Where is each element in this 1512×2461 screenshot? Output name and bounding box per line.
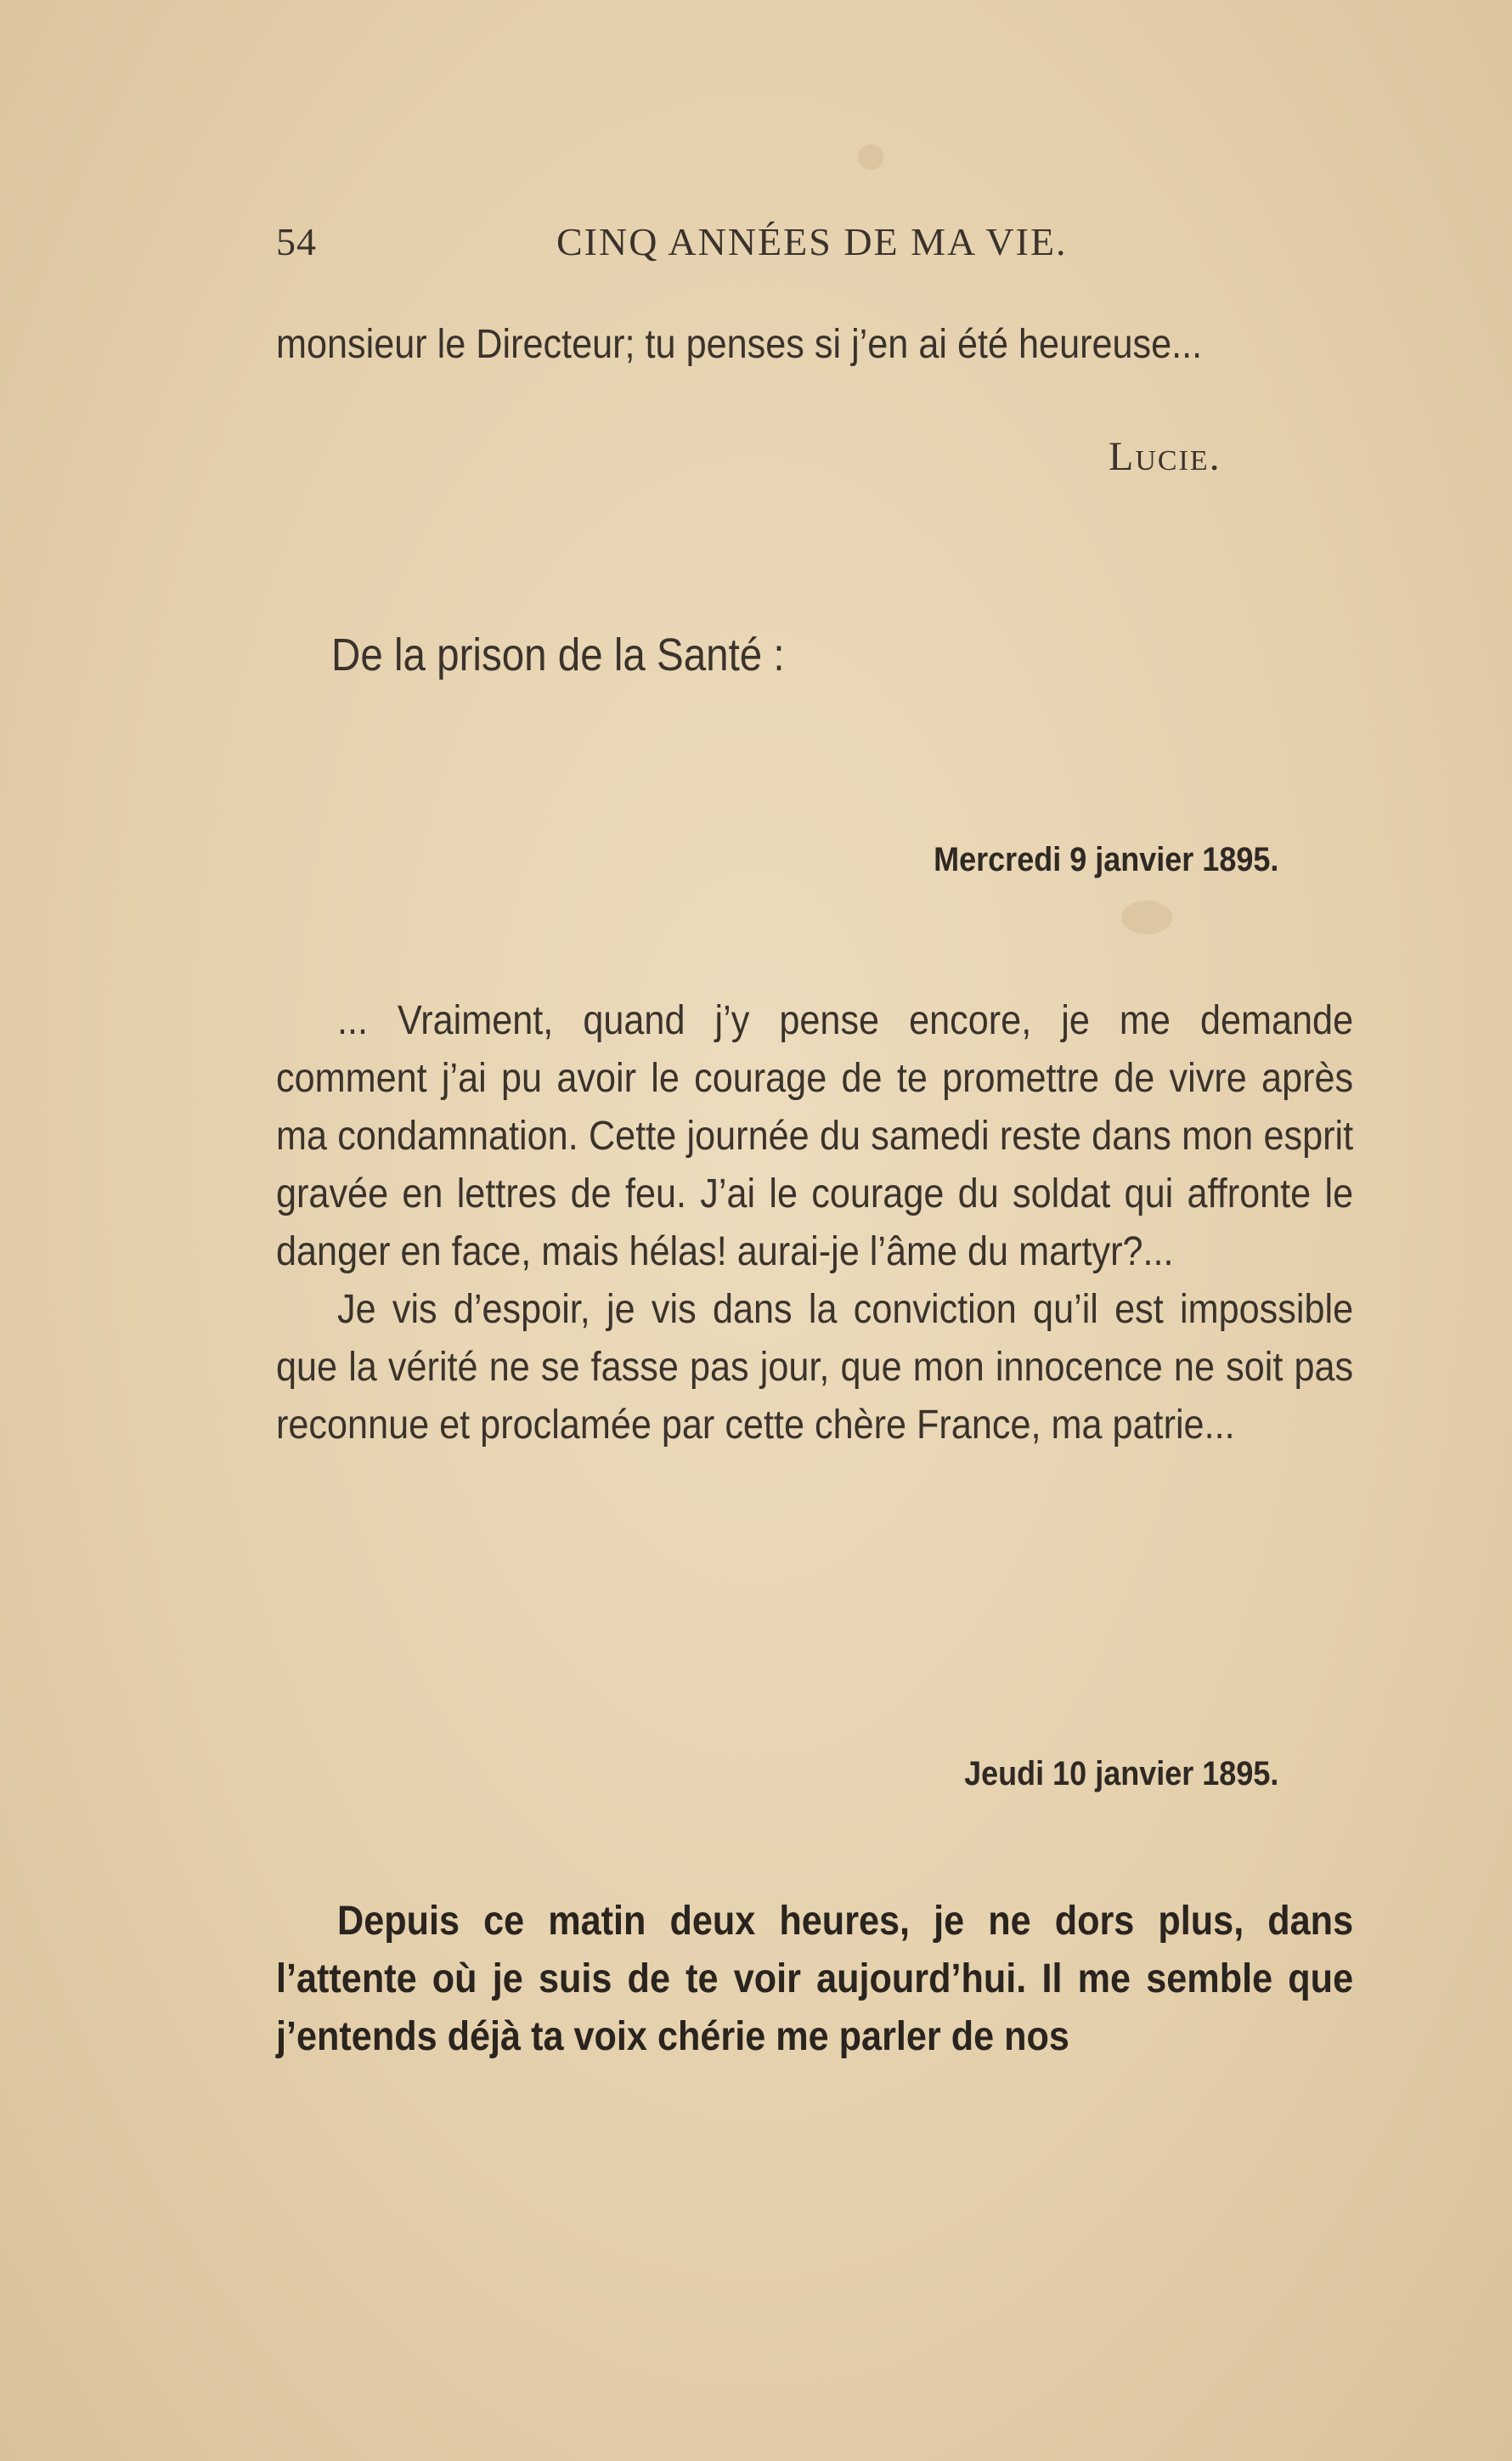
entry-date: Mercredi 9 janvier 1895.: [933, 841, 1278, 878]
opening-paragraph: monsieur le Directeur; tu penses si j’en ai été heureuse...: [276, 322, 1203, 367]
entry-paragraph: ... Vraiment, quand j’y pense encore, je me demande comment j’ai pu avoir le courage de te promettre de vivre après ma condamnation. Cette journée du samedi reste dans mon esprit gravée en lettres de feu. J’ai le courage du soldat qui affronte le danger en face, mais hélas! aurai-je l’âme du martyr?...: [276, 998, 1354, 1274]
entry-paragraph: Depuis ce matin deux heures, je ne dors plus, dans l’attente où je suis de te voir aujourd’hui. Il me semble que j’entends déjà ta voix chérie me parler de nos: [276, 1899, 1354, 2059]
running-title: CINQ ANNÉES DE MA VIE.: [556, 220, 1068, 263]
entry-text: [276, 992, 1353, 1454]
entry-paragraph: Je vis d’espoir, je vis dans la conviction qu’il est impossible que la vérité ne se fasse pas jour, que mon innocence ne soit pas reconnue et proclamée par cette chère France, ma patrie...: [276, 1287, 1354, 1448]
signature: Lucie.: [1109, 434, 1221, 479]
opening-text: [276, 316, 1353, 374]
entry-date: Jeudi 10 janvier 1895.: [963, 1755, 1278, 1792]
paper-stain: [1121, 900, 1172, 934]
running-header: [276, 219, 1126, 279]
entry-text: [276, 1893, 1353, 2066]
paper-stain: [858, 144, 883, 170]
section-heading: De la prison de la Santé :: [331, 629, 785, 680]
page-number: 54: [276, 220, 317, 263]
